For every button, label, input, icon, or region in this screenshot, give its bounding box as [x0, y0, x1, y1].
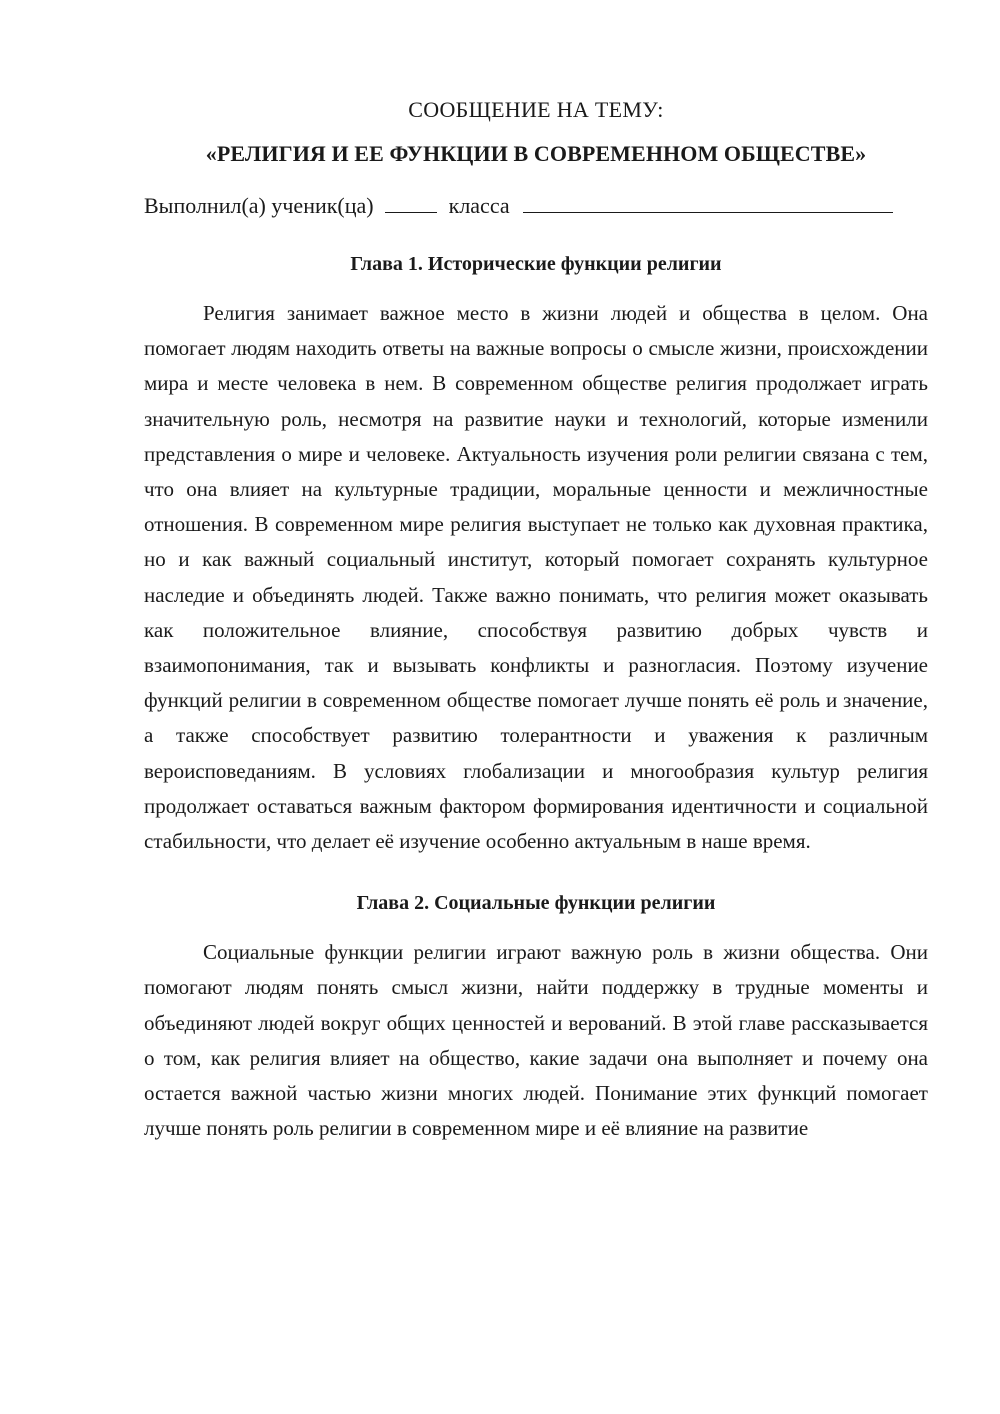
document-header-line-1: СООБЩЕНИЕ НА ТЕМУ: — [408, 97, 664, 122]
performer-label: Выполнил(а) ученик(ца) — [144, 193, 374, 218]
chapter-2-paragraph: Социальные функции религии играют важную роль в жизни общества. Они помогают людям понять смысл жизни, найти поддержку в трудные моменты и объединяют людей вокруг общих ценностей и верований. В этой главе рассказывается о том, как религия влияет на общество, какие задачи она выполняет и почему она остается важной частью жизни многих людей. Понимание этих функций помогает лучше понять роль религии в современном мире и её влияние на развитие — [144, 940, 928, 1141]
performer-line — [144, 188, 928, 224]
chapter-1-title: Глава 1. Исторические функции религии — [350, 253, 722, 275]
chapter-2-title: Глава 2. Социальные функции религии — [356, 892, 716, 915]
chapter-1-paragraph: Религия занимает важное место в жизни людей и общества в целом. Она помогает людям находить ответы на важные вопросы о смысле жизни, происхождении мира и месте человека в нем. В современном обществе религия продолжает играть значительную роль, несмотря на развитие науки и технологий, которые изменили представления о мире и человеке. Актуальность изучения роли религии связана с тем, что она влияет на культурные традиции, моральные ценности и межличностные отношения. В современном мире религия выступает не только как духовная практика, но и как важный социальный институт, который помогает сохранять культурное наследие и объединять людей. Также важно понимать, что религия может оказывать как положительное влияние, способствуя развитию добрых чувств и взаимопонимания, так и вызывать конфликты и разногласия. Поэтому изучение функций религии в современном обществе помогает лучше понять её роль и значение, а также способствует развитию толерантности и уважения к различным вероисповеданиям. В условиях глобализации и многообразия культур религия продолжает оставаться важным фактором формирования идентичности и социальной стабильности, что делает её изучение особенно актуальным в наше время. — [144, 301, 928, 854]
class-number-blank — [385, 192, 437, 213]
document-title: «РЕЛИГИЯ И ЕЕ ФУНКЦИИ В СОВРЕМЕННОМ ОБЩЕСТВЕ» — [205, 141, 867, 166]
document-page — [144, 92, 928, 1146]
class-label: класса — [448, 193, 510, 218]
student-name-blank — [523, 192, 893, 213]
